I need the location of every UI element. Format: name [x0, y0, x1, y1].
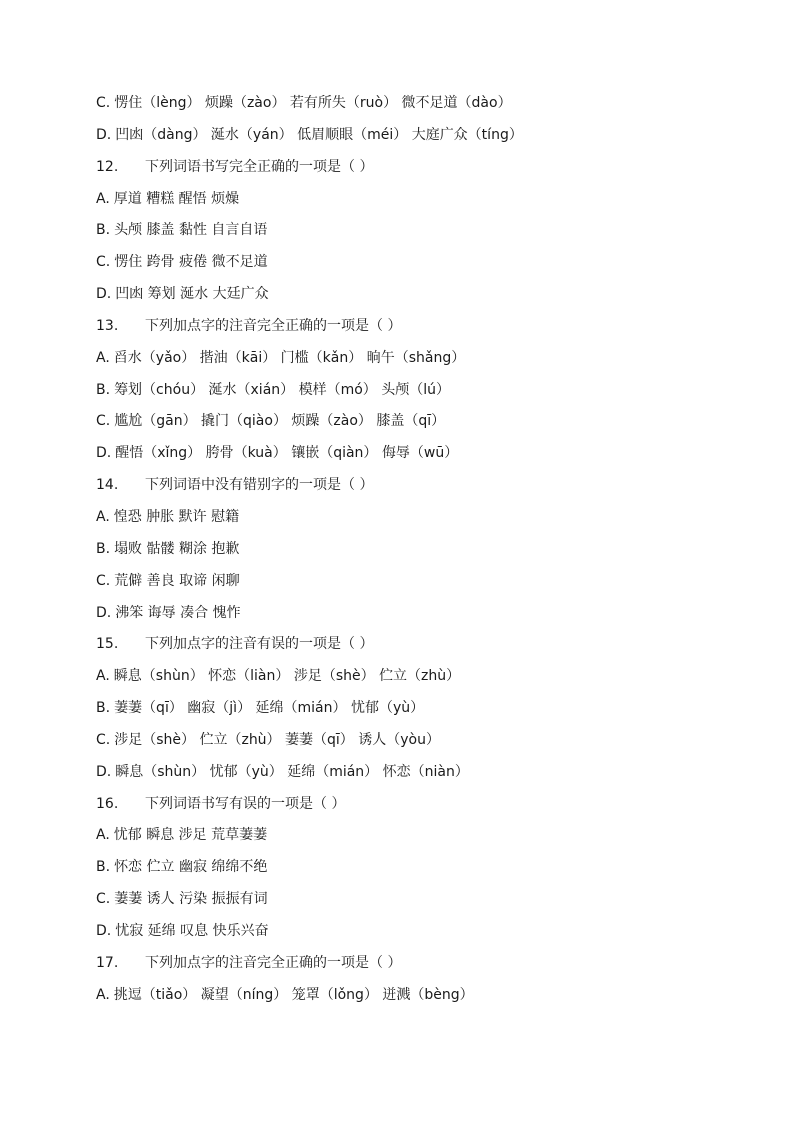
option-text: 塌败 骷髅 糊涂 抱歉 [114, 540, 240, 557]
option-text: 头颅 膝盖 黏性 自言自语 [114, 222, 268, 239]
option-text: 挑逗（tiǎo） 凝望（níng） 笼罩（lǒng） 迸溅（bèng） [113, 986, 474, 1003]
option-label: B. [96, 859, 111, 876]
option-line [96, 410, 736, 442]
option-label: D. [96, 286, 112, 303]
question-text: 下列词语书写完全正确的一项是（ ） [145, 158, 374, 175]
option-label: B. [96, 222, 111, 239]
option-label: D. [96, 445, 112, 462]
option-label: B. [96, 540, 111, 557]
option-line [96, 188, 736, 220]
question-text: 下列词语中没有错别字的一项是（ ） [145, 477, 374, 494]
option-line [96, 92, 736, 124]
question-line [96, 952, 736, 984]
option-line [96, 856, 736, 888]
option-label: B. [96, 381, 111, 398]
option-line [96, 379, 736, 411]
option-label: A. [96, 986, 110, 1003]
question-number: 15. [96, 636, 119, 653]
option-line [96, 570, 736, 602]
question-line [96, 633, 736, 665]
question-line [96, 315, 736, 347]
option-text: 涉足（shè） 伫立（zhù） 萋萋（qī） 诱人（yòu） [114, 731, 440, 748]
option-label: A. [96, 190, 110, 207]
question-number: 16. [96, 795, 119, 812]
option-label: C. [96, 254, 111, 271]
option-label: C. [96, 731, 111, 748]
option-line [96, 219, 736, 251]
option-text: 沸笨 诲辱 凑合 愧怍 [115, 604, 241, 621]
option-line [96, 984, 736, 1016]
question-text: 下列加点字的注音有误的一项是（ ） [145, 636, 374, 653]
option-text: 厚道 糟糕 醒悟 烦燥 [113, 190, 240, 207]
option-label: C. [96, 572, 111, 589]
option-line [96, 442, 736, 474]
question-text: 下列加点字的注音完全正确的一项是（ ） [145, 317, 402, 334]
option-text: 尴尬（gān） 撬门（qiào） 烦躁（zào） 膝盖（qī） [114, 413, 446, 430]
option-text: 愣住 跨骨 疲倦 微不足道 [114, 254, 268, 271]
question-line [96, 156, 736, 188]
option-label: A. [96, 349, 110, 366]
option-line [96, 124, 736, 156]
option-line [96, 888, 736, 920]
option-label: C. [96, 413, 111, 430]
option-text: 凹凼 筹划 涎水 大廷广众 [115, 286, 269, 303]
option-label: C. [96, 95, 111, 111]
option-text: 舀水（yǎo） 揩油（kāi） 门槛（kǎn） 晌午（shǎng） [113, 349, 466, 366]
option-line [96, 729, 736, 761]
option-label: D. [96, 604, 112, 621]
option-line [96, 538, 736, 570]
option-text: 忧寂 延绵 叹息 快乐兴奋 [115, 922, 269, 939]
question-text: 下列加点字的注音完全正确的一项是（ ） [145, 954, 402, 971]
option-label: C. [96, 891, 111, 908]
question-number: 17. [96, 954, 119, 971]
option-label: A. [96, 827, 110, 844]
option-text: 惶恐 肿胀 默许 慰籍 [113, 508, 240, 525]
question-number: 14. [96, 477, 119, 494]
option-text: 瞬息（shùn） 忧郁（yù） 延绵（mián） 怀恋（niàn） [115, 763, 469, 780]
option-text: 萋萋（qī） 幽寂（jì） 延绵（mián） 忧郁（yù） [114, 700, 425, 717]
option-line [96, 665, 736, 697]
option-line [96, 506, 736, 538]
option-label: D. [96, 126, 112, 143]
option-text: 荒僻 善良 取谛 闲聊 [114, 572, 240, 589]
option-text: 凹凼（dàng） 涎水（yán） 低眉顺眼（méi） 大庭广众（tíng） [115, 126, 523, 143]
option-label: A. [96, 668, 110, 685]
option-line [96, 347, 736, 379]
option-label: B. [96, 700, 111, 717]
option-label: A. [96, 508, 110, 525]
option-label: D. [96, 763, 112, 780]
question-text: 下列词语书写有误的一项是（ ） [145, 795, 346, 812]
option-line [96, 602, 736, 634]
question-line [96, 474, 736, 506]
option-line [96, 761, 736, 793]
option-line [96, 251, 736, 283]
option-text: 怀恋 伫立 幽寂 绵绵不绝 [114, 859, 268, 876]
option-text: 筹划（chóu） 涎水（xián） 模样（mó） 头颅（lú） [114, 381, 451, 398]
option-text: 萋萋 诱人 污染 振振有词 [114, 891, 268, 908]
question-number: 12. [96, 158, 119, 175]
option-line [96, 697, 736, 729]
question-number: 13. [96, 317, 119, 334]
option-label: D. [96, 922, 112, 939]
option-text: 瞬息（shùn） 怀恋（liàn） 涉足（shè） 伫立（zhù） [113, 668, 461, 685]
option-line [96, 824, 736, 856]
option-text: 忧郁 瞬息 涉足 荒草萋萋 [113, 827, 268, 844]
option-line [96, 920, 736, 952]
option-text: 愣住（lèng） 烦躁（zào） 若有所失（ruò） 微不足道（dào） [114, 95, 512, 111]
question-line [96, 793, 736, 825]
exam-document [96, 92, 736, 1015]
option-text: 醒悟（xǐng） 胯骨（kuà） 镶嵌（qiàn） 侮辱（wū） [115, 445, 459, 462]
option-line [96, 283, 736, 315]
